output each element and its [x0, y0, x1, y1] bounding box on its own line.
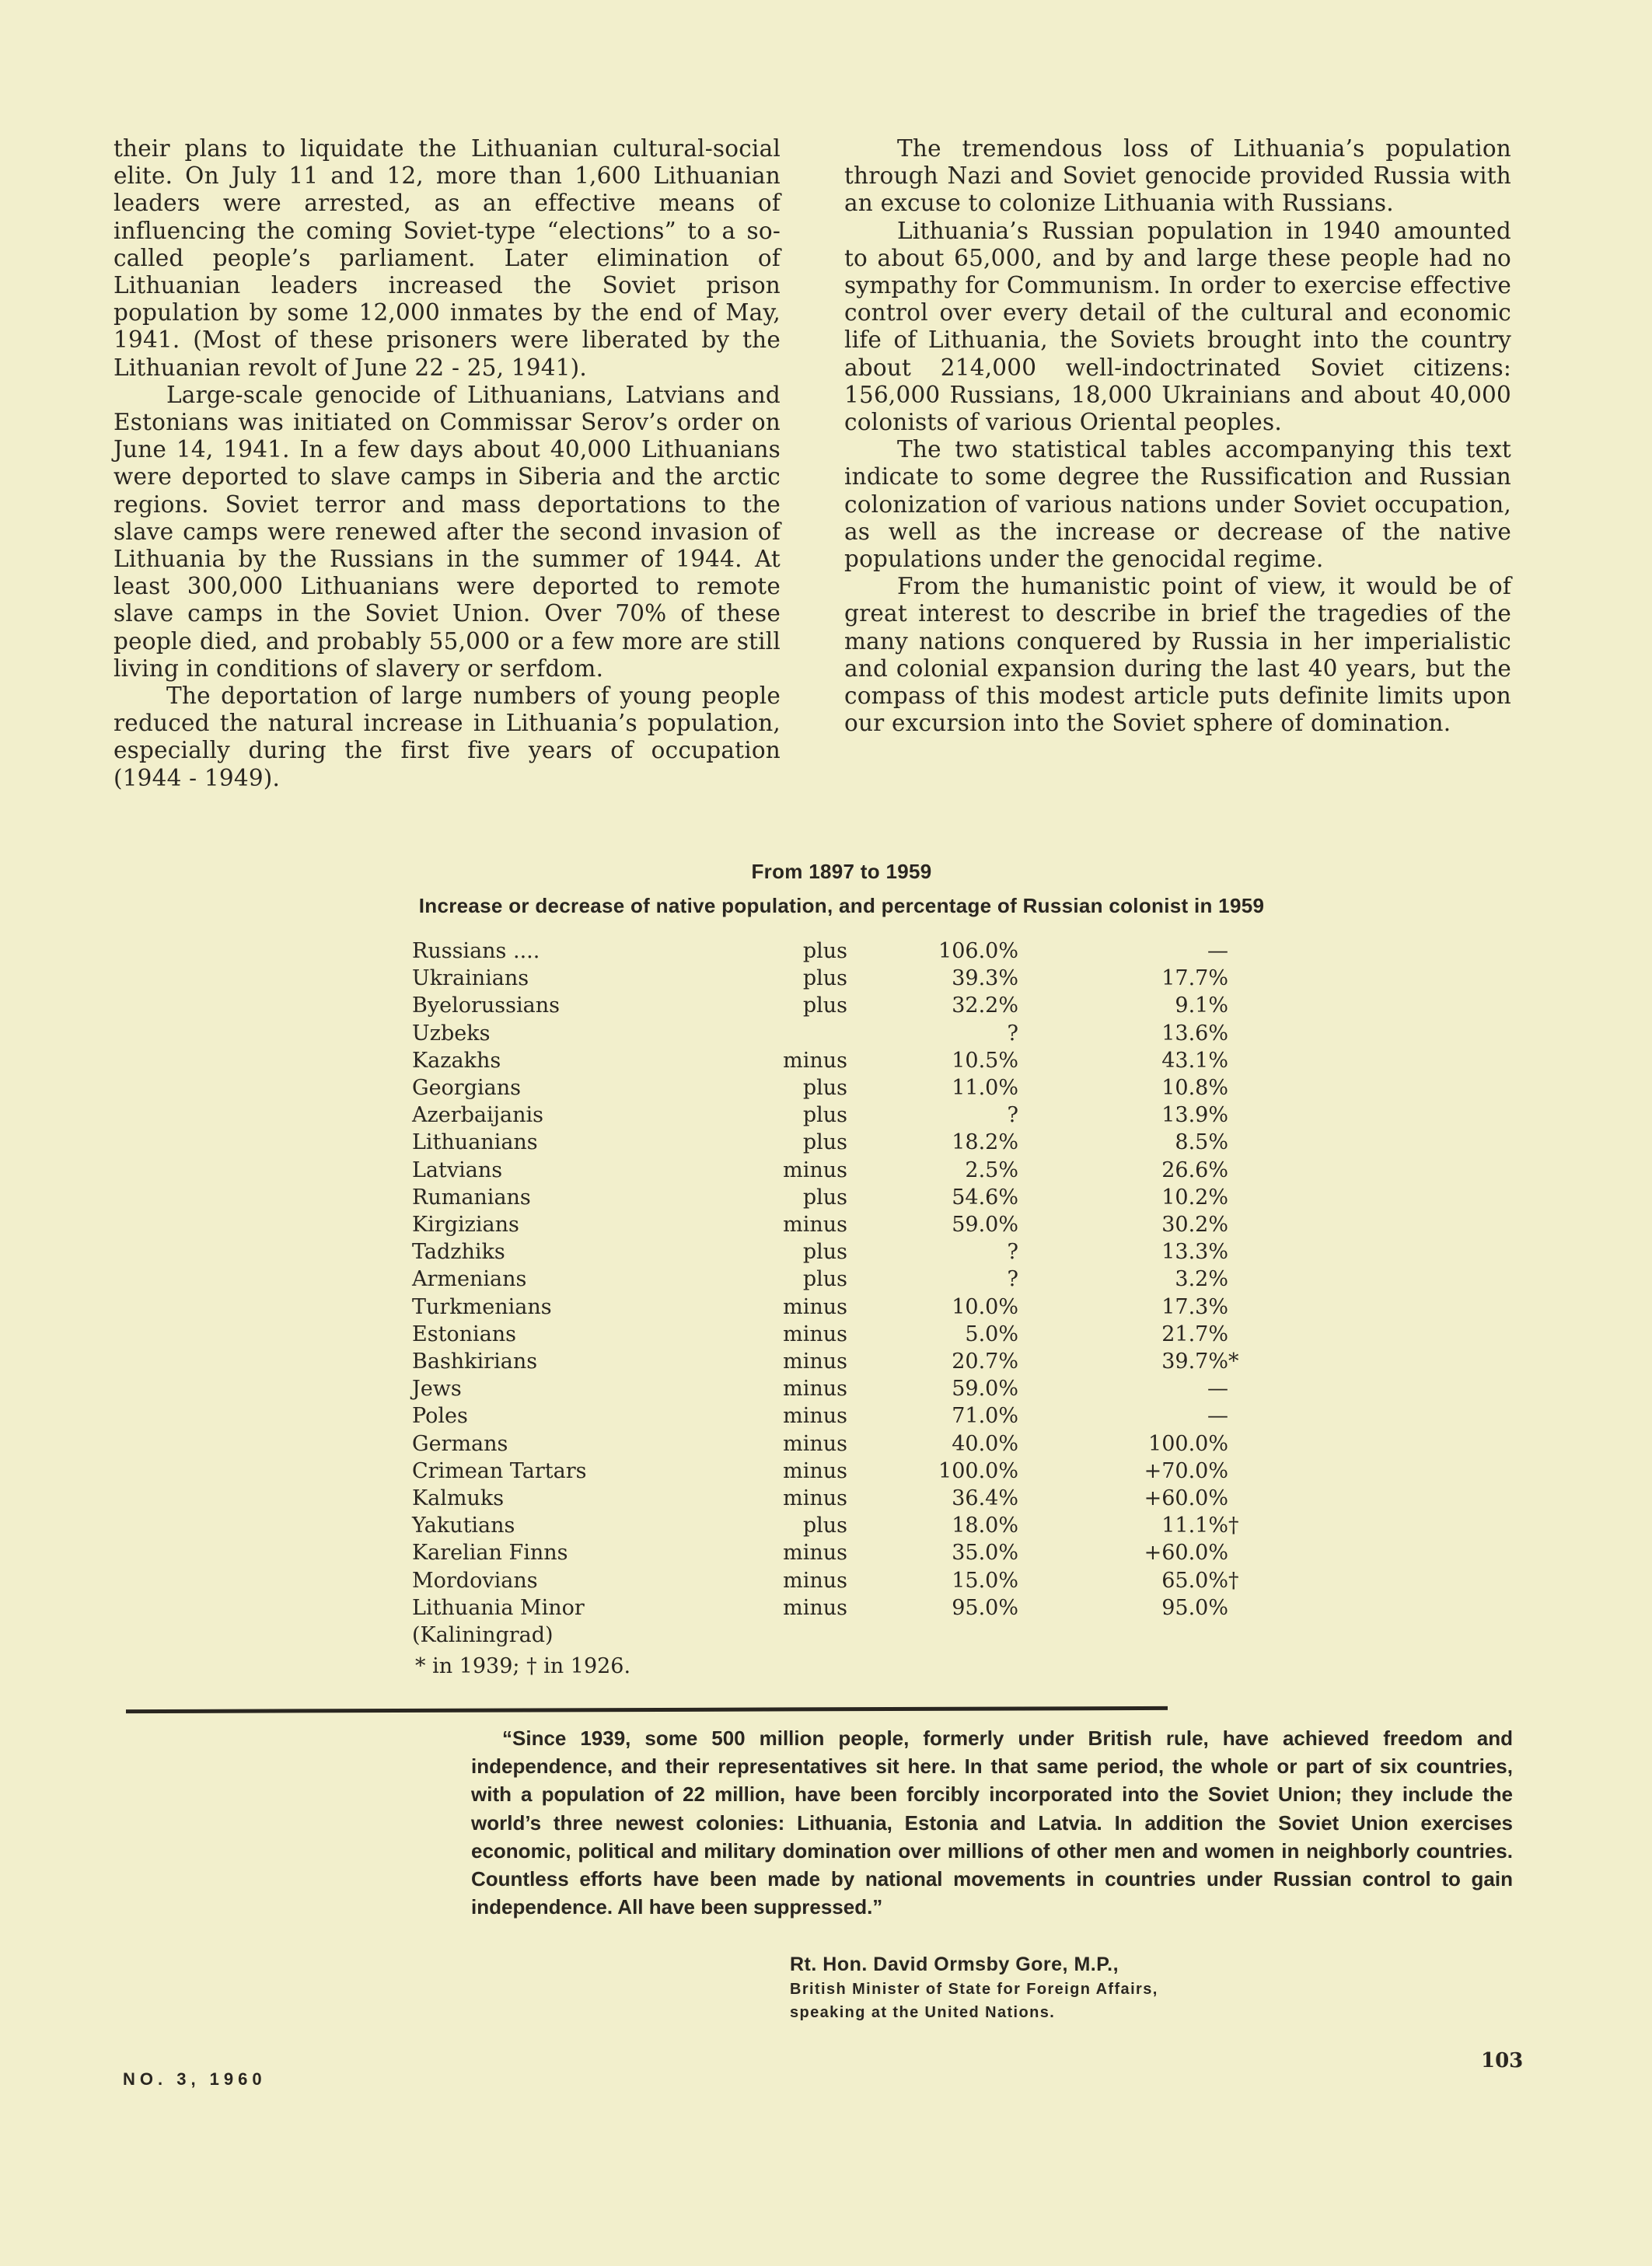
- population-change: 10.0%: [952, 1294, 1018, 1319]
- table-row: [412, 1567, 1252, 1594]
- change-direction: minus: [783, 1486, 847, 1511]
- footnote-mark: [1228, 965, 1252, 992]
- russian-colonist-pct: +60.0%: [1144, 1486, 1228, 1511]
- population-change: ?: [1007, 1103, 1018, 1128]
- russian-colonist-pct: 43.1%: [1161, 1048, 1228, 1073]
- russian-colonist-pct: —: [1207, 1404, 1228, 1429]
- change-direction: minus: [783, 1404, 847, 1429]
- table-row: [412, 1294, 1252, 1321]
- russian-colonist-pct: 17.3%: [1161, 1294, 1228, 1319]
- population-change: ?: [1007, 1240, 1018, 1265]
- nation-name: Karelian Finns: [412, 1541, 568, 1566]
- nation-subname: (Kaliningrad): [412, 1623, 554, 1648]
- nation-name: Ukrainians: [412, 966, 529, 991]
- table-row: [412, 1512, 1252, 1539]
- table-row: [412, 1211, 1252, 1238]
- change-direction: plus: [802, 939, 847, 963]
- article-left-column: [114, 135, 781, 792]
- footnote-mark: [1228, 1539, 1252, 1566]
- russian-colonist-pct: 11.1%: [1161, 1514, 1228, 1538]
- population-change: 59.0%: [952, 1377, 1018, 1402]
- footnote-mark: [1228, 937, 1252, 965]
- russian-colonist-pct: 21.7%: [1161, 1322, 1228, 1346]
- russian-colonist-pct: 100.0%: [1148, 1431, 1228, 1456]
- population-change: 20.7%: [952, 1349, 1018, 1374]
- footnote-mark: [1228, 1157, 1252, 1184]
- table-row: [412, 1458, 1252, 1485]
- table-row: [412, 1622, 1252, 1649]
- table-title: From 1897 to 1959: [751, 860, 932, 883]
- nation-name: Russians ....: [412, 939, 540, 963]
- change-direction: plus: [802, 993, 847, 1018]
- population-change: 5.0%: [965, 1322, 1018, 1346]
- footnote-mark: [1228, 1020, 1252, 1047]
- footnote-mark: [1228, 1074, 1252, 1102]
- change-direction: minus: [783, 1568, 847, 1593]
- change-direction: plus: [802, 966, 847, 991]
- article-paragraph: The two statistical tables accompanying this text indicate to some degree the Russification and Russian colonization of various nations under Soviet occupation, as well as the increase or decrease of the native populations under the genocidal regime.: [844, 436, 1511, 573]
- change-direction: plus: [802, 1514, 847, 1538]
- population-change: 106.0%: [938, 939, 1018, 963]
- nation-name: Kalmuks: [412, 1486, 505, 1511]
- table-row: [412, 1157, 1252, 1184]
- change-direction: minus: [783, 1431, 847, 1456]
- russian-colonist-pct: 10.2%: [1161, 1185, 1228, 1210]
- table-footnote: * in 1939; † in 1926.: [415, 1654, 631, 1678]
- article-paragraph: The deportation of large numbers of young people reduced the natural increase in Lithuania’s population, especially during the first five years of occupation (1944 - 1949).: [114, 683, 781, 791]
- article-paragraph: their plans to liquidate the Lithuanian cultural-social elite. On July 11 and 12, more than 1,600 Lithuanian leaders were arrested, as an effective means of influencing the coming Soviet-type “elections” to a so-called people’s parliament. Later elimination of Lithuanian leaders increased the Soviet prison population by some 12,000 inmates by the end of May, 1941. (Most of these prisoners were liberated by the Lithuanian revolt of June 22 - 25, 1941).: [114, 135, 781, 381]
- table-row: [412, 1485, 1252, 1512]
- nation-name: Rumanians: [412, 1185, 531, 1210]
- nation-name: Georgians: [412, 1076, 521, 1101]
- quote-text: “Since 1939, some 500 million people, formerly under British rule, have achieved freedom and independence, and their representatives sit here. In that same period, the whole or part of six countries, with a population of 22 million, have been forcibly incorporated into the Soviet Union; they include the world’s three newest colonies: Lithuania, Estonia and Latvia. In addition the Soviet Union exercises economic, political and military domination over millions of other men and women in neighborly countries. Countless efforts have been made by national movements in countries under Russian control to gain independence. All have been suppressed.”: [471, 1727, 1513, 1919]
- table-row: [412, 1184, 1252, 1211]
- population-change: 18.2%: [952, 1130, 1018, 1155]
- table-row: [412, 1266, 1252, 1293]
- population-change: 95.0%: [952, 1595, 1018, 1620]
- table-row: [412, 1594, 1252, 1622]
- russian-colonist-pct: —: [1207, 939, 1228, 963]
- table-row: [412, 1047, 1252, 1074]
- russian-colonist-pct: 8.5%: [1175, 1130, 1228, 1155]
- nation-name: Kazakhs: [412, 1048, 501, 1073]
- russian-colonist-pct: —: [1207, 1377, 1228, 1402]
- change-direction: minus: [783, 1294, 847, 1319]
- table-row: [412, 992, 1252, 1019]
- nation-name: Mordovians: [412, 1568, 538, 1593]
- russian-colonist-pct: 95.0%: [1161, 1595, 1228, 1620]
- russian-colonist-pct: 10.8%: [1161, 1076, 1228, 1101]
- population-change: 40.0%: [952, 1431, 1018, 1456]
- table-row: [412, 1430, 1252, 1458]
- russian-colonist-pct: +70.0%: [1144, 1458, 1228, 1483]
- change-direction: minus: [783, 1541, 847, 1566]
- nation-name: Crimean Tartars: [412, 1458, 587, 1483]
- footnote-mark: †: [1228, 1568, 1239, 1593]
- nation-name: Uzbeks: [412, 1021, 491, 1046]
- russian-colonist-pct: 65.0%: [1161, 1568, 1228, 1593]
- change-direction: plus: [802, 1267, 847, 1292]
- change-direction: minus: [783, 1458, 847, 1483]
- population-change: 71.0%: [952, 1404, 1018, 1429]
- table-row: [412, 1074, 1252, 1102]
- nation-name: Kirgizians: [412, 1213, 519, 1238]
- population-change: 36.4%: [952, 1486, 1018, 1511]
- table-row: [412, 1129, 1252, 1156]
- pull-quote: [471, 1724, 1513, 1921]
- nation-name: Germans: [412, 1431, 508, 1456]
- change-direction: minus: [783, 1048, 847, 1073]
- footnote-mark: [1228, 1238, 1252, 1266]
- table-row: [412, 965, 1252, 992]
- nation-name: Tadzhiks: [412, 1240, 505, 1265]
- article-paragraph: Large-scale genocide of Lithuanians, Latvians and Estonians was initiated on Commissar Serov’s order on June 14, 1941. In a few days about 40,000 Lithuanians were deported to slave camps in Siberia and the arctic regions. Soviet terror and mass deportations to the slave camps were renewed after the second invasion of Lithuania by the Russians in the summer of 1944. At least 300,000 Lithuanians were deported to remote slave camps in the Soviet Union. Over 70% of these people died, and probably 55,000 or a few more are still living in conditions of slavery or serfdom.: [114, 381, 781, 682]
- footnote-mark: [1228, 1594, 1252, 1622]
- article-paragraph: From the humanistic point of view, it would be of great interest to describe in brief the tragedies of the many nations conquered by Russia in her imperialistic and colonial expansion during the last 40 years, but the compass of this modest article puts definite limits upon our excursion into the Soviet sphere of domination.: [844, 573, 1511, 737]
- change-direction: plus: [802, 1130, 847, 1155]
- russian-colonist-pct: 30.2%: [1161, 1213, 1228, 1238]
- article-right-column: [844, 135, 1511, 737]
- nation-name: Bashkirians: [412, 1349, 538, 1374]
- footnote-mark: [1228, 992, 1252, 1019]
- article-paragraph: Lithuania’s Russian population in 1940 amounted to about 65,000, and by and large these people had no sympathy for Communism. In order to exercise effective control over every detail of the cultural and economic life of Lithuania, the Soviets brought into the country about 214,000 well-indoctrinated Soviet citizens: 156,000 Russians, 18,000 Ukrainians and about 40,000 colonists of various Oriental peoples.: [844, 217, 1511, 436]
- footnote-mark: [1228, 1047, 1252, 1074]
- footnote-mark: [1228, 1184, 1252, 1211]
- change-direction: plus: [802, 1076, 847, 1101]
- table-row: [412, 1375, 1252, 1402]
- population-table: [412, 937, 1252, 1649]
- nation-name: Latvians: [412, 1157, 503, 1182]
- population-change: 35.0%: [952, 1541, 1018, 1566]
- footnote-mark: *: [1228, 1349, 1239, 1374]
- russian-colonist-pct: 3.2%: [1175, 1267, 1228, 1292]
- russian-colonist-pct: 17.7%: [1161, 966, 1228, 991]
- change-direction: minus: [783, 1377, 847, 1402]
- nation-name: Byelorussians: [412, 993, 560, 1018]
- footnote-mark: [1228, 1102, 1252, 1129]
- footnote-mark: [1228, 1294, 1252, 1321]
- russian-colonist-pct: 13.6%: [1161, 1021, 1228, 1046]
- change-direction: plus: [802, 1240, 847, 1265]
- table-subtitle: Increase or decrease of native population, and percentage of Russian colonist in 1959: [418, 894, 1265, 917]
- russian-colonist-pct: 26.6%: [1161, 1157, 1228, 1182]
- change-direction: minus: [783, 1595, 847, 1620]
- table-row: [412, 1238, 1252, 1266]
- table-row: [412, 1321, 1252, 1348]
- nation-name: Armenians: [412, 1267, 527, 1292]
- russian-colonist-pct: 13.9%: [1161, 1103, 1228, 1128]
- table-row: [412, 1539, 1252, 1566]
- quote-attribution: [790, 1951, 1158, 2024]
- article-paragraph: The tremendous loss of Lithuania’s population through Nazi and Soviet genocide provided Russia with an excuse to colonize Lithuania with Russians.: [844, 135, 1511, 217]
- population-change: ?: [1007, 1267, 1018, 1292]
- population-change: 2.5%: [965, 1157, 1018, 1182]
- issue-label: NO. 3, 1960: [123, 2069, 267, 2089]
- change-direction: minus: [783, 1157, 847, 1182]
- population-change: ?: [1007, 1021, 1018, 1046]
- nation-name: Lithuania Minor: [412, 1595, 585, 1620]
- change-direction: [669, 1020, 847, 1047]
- nation-name: Jews: [412, 1377, 462, 1402]
- population-change: 59.0%: [952, 1213, 1018, 1238]
- russian-colonist-pct: +60.0%: [1144, 1541, 1228, 1566]
- table-row: [412, 1402, 1252, 1430]
- nation-name: Yakutians: [412, 1514, 515, 1538]
- population-change: 11.0%: [952, 1076, 1018, 1101]
- russian-colonist-pct: 39.7%: [1161, 1349, 1228, 1374]
- population-change: 10.5%: [952, 1048, 1018, 1073]
- footnote-mark: [1228, 1211, 1252, 1238]
- change-direction: plus: [802, 1185, 847, 1210]
- horizontal-divider: [126, 1706, 1168, 1713]
- population-change: 18.0%: [952, 1514, 1018, 1538]
- nation-name: Poles: [412, 1404, 468, 1429]
- footnote-mark: [1228, 1321, 1252, 1348]
- footnote-mark: [1228, 1375, 1252, 1402]
- russian-colonist-pct: 13.3%: [1161, 1240, 1228, 1265]
- table-row: [412, 1102, 1252, 1129]
- population-change: 54.6%: [952, 1185, 1018, 1210]
- change-direction: minus: [783, 1349, 847, 1374]
- page-number: 103: [1481, 2049, 1524, 2072]
- table-row: [412, 1020, 1252, 1047]
- population-change: 39.3%: [952, 966, 1018, 991]
- change-direction: plus: [802, 1103, 847, 1128]
- footnote-mark: [1228, 1430, 1252, 1458]
- nation-name: Azerbaijanis: [412, 1103, 543, 1128]
- footnote-mark: [1228, 1129, 1252, 1156]
- footnote-mark: †: [1228, 1514, 1239, 1538]
- population-change: 100.0%: [938, 1458, 1018, 1483]
- nation-name: Estonians: [412, 1322, 517, 1346]
- attribution-context: speaking at the United Nations.: [790, 2004, 1056, 2021]
- attribution-name: Rt. Hon. David Ormsby Gore, M.P.,: [790, 1954, 1119, 1975]
- footnote-mark: [1228, 1266, 1252, 1293]
- nation-name: Turkmenians: [412, 1294, 552, 1319]
- population-change: 32.2%: [952, 993, 1018, 1018]
- population-change: 15.0%: [952, 1568, 1018, 1593]
- russian-colonist-pct: 9.1%: [1175, 993, 1228, 1018]
- footnote-mark: [1228, 1402, 1252, 1430]
- table-row: [412, 1348, 1252, 1375]
- change-direction: minus: [783, 1213, 847, 1238]
- attribution-role: British Minister of State for Foreign Affairs,: [790, 1981, 1158, 1998]
- nation-name: Lithuanians: [412, 1130, 538, 1155]
- footnote-mark: [1228, 1458, 1252, 1485]
- footnote-mark: [1228, 1485, 1252, 1512]
- table-row: [412, 937, 1252, 965]
- change-direction: minus: [783, 1322, 847, 1346]
